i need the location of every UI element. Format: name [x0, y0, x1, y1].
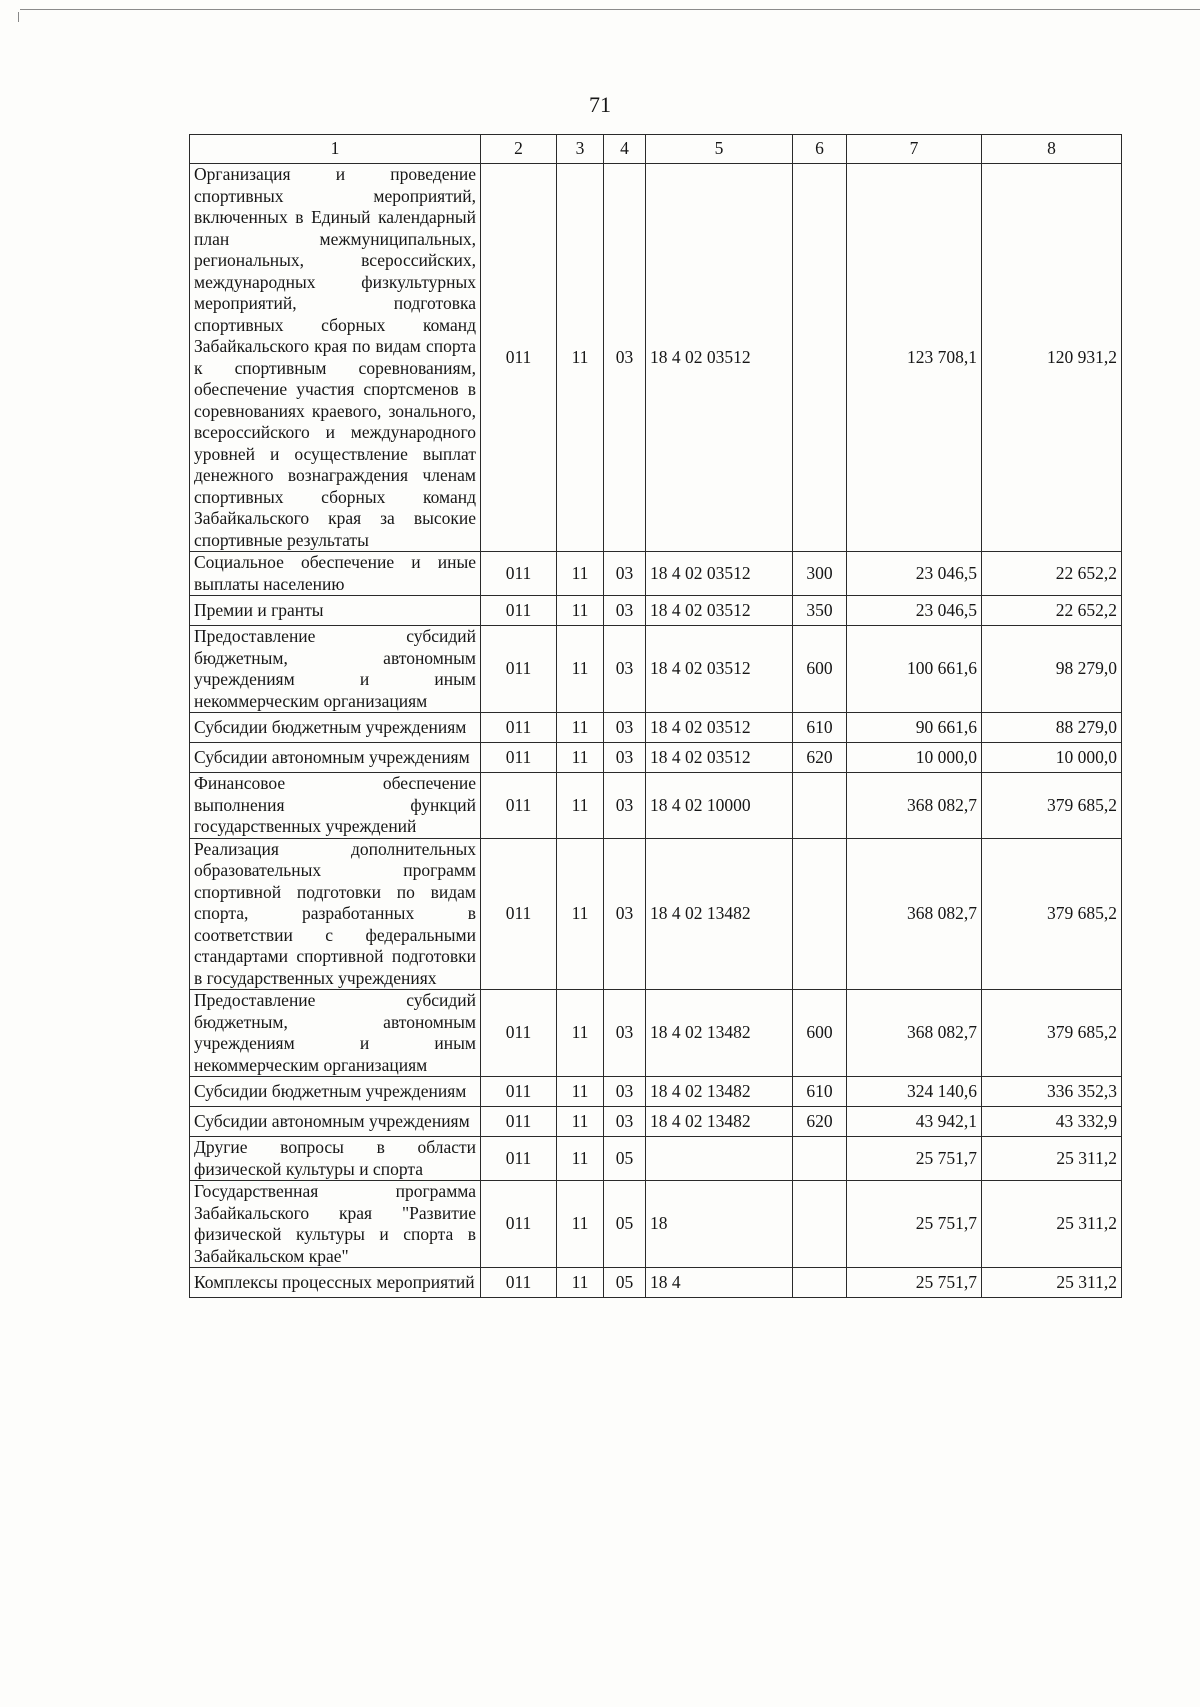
budget-table [189, 134, 1122, 1298]
row-ministry-code: 011 [481, 1077, 557, 1107]
row-target-article: 18 4 02 03512 [646, 713, 793, 743]
row-ministry-code: 011 [481, 743, 557, 773]
row-amount-year-1: 90 661,6 [847, 713, 982, 743]
row-subsection-code: 05 [604, 1137, 646, 1181]
row-amount-year-2: 379 685,2 [982, 990, 1122, 1077]
header-col-2: 2 [481, 135, 557, 164]
row-name: Премии и гранты [190, 596, 481, 626]
table-row [190, 626, 1122, 713]
row-expense-type [793, 838, 847, 990]
row-section-code: 11 [557, 1268, 604, 1298]
row-amount-year-1: 368 082,7 [847, 838, 982, 990]
row-subsection-code: 03 [604, 838, 646, 990]
header-col-1: 1 [190, 135, 481, 164]
row-expense-type [793, 164, 847, 552]
row-name: Организация и проведение спортивных мероприятий, включенных в Единый календарный план межмуниципальных, региональных, всероссийских, международных физкультурных мероприятий, подготовка спортивных сборных команд Забайкальского края по видам спорта к спортивным соревнованиям, обеспечение участия спортсменов в соревнованиях краевого, зонального, всероссийского и международного уровней и осуществление выплат денежного вознаграждения членам спортивных сборных команд Забайкальского края за высокие спортивные результаты [190, 164, 481, 552]
row-amount-year-1: 43 942,1 [847, 1107, 982, 1137]
row-section-code: 11 [557, 1137, 604, 1181]
row-name: Предоставление субсидий бюджетным, автономным учреждениям и иным некоммерческим организациям [190, 626, 481, 713]
row-amount-year-2: 88 279,0 [982, 713, 1122, 743]
row-amount-year-1: 25 751,7 [847, 1268, 982, 1298]
scan-edge-mark [18, 12, 19, 22]
row-expense-type: 350 [793, 596, 847, 626]
row-target-article: 18 4 02 13482 [646, 990, 793, 1077]
row-ministry-code: 011 [481, 713, 557, 743]
row-name: Реализация дополнительных образовательных программ спортивной подготовки по видам спорта, разработанных в соответствии с федеральными стандартами спортивной подготовки в государственных учреждениях [190, 838, 481, 990]
row-section-code: 11 [557, 596, 604, 626]
row-subsection-code: 03 [604, 1077, 646, 1107]
row-amount-year-2: 120 931,2 [982, 164, 1122, 552]
row-amount-year-2: 98 279,0 [982, 626, 1122, 713]
table-header-row [190, 135, 1122, 164]
row-amount-year-2: 22 652,2 [982, 552, 1122, 596]
row-section-code: 11 [557, 838, 604, 990]
row-target-article: 18 4 02 13482 [646, 1107, 793, 1137]
row-expense-type: 610 [793, 713, 847, 743]
row-ministry-code: 011 [481, 552, 557, 596]
row-expense-type: 600 [793, 990, 847, 1077]
page-number: 71 [589, 92, 611, 117]
row-amount-year-2: 25 311,2 [982, 1268, 1122, 1298]
row-expense-type: 610 [793, 1077, 847, 1107]
row-subsection-code: 03 [604, 773, 646, 839]
row-amount-year-2: 22 652,2 [982, 596, 1122, 626]
row-ministry-code: 011 [481, 838, 557, 990]
row-section-code: 11 [557, 552, 604, 596]
row-name: Социальное обеспечение и иные выплаты населению [190, 552, 481, 596]
row-name: Субсидии автономным учреждениям [190, 743, 481, 773]
header-col-8: 8 [982, 135, 1122, 164]
row-expense-type [793, 1137, 847, 1181]
table-row [190, 1107, 1122, 1137]
scan-top-rule [20, 9, 1200, 10]
row-expense-type: 600 [793, 626, 847, 713]
row-section-code: 11 [557, 1181, 604, 1268]
row-target-article: 18 4 [646, 1268, 793, 1298]
row-amount-year-2: 379 685,2 [982, 838, 1122, 990]
table-row [190, 743, 1122, 773]
row-target-article: 18 4 02 03512 [646, 596, 793, 626]
row-section-code: 11 [557, 743, 604, 773]
row-amount-year-1: 100 661,6 [847, 626, 982, 713]
row-section-code: 11 [557, 1107, 604, 1137]
row-subsection-code: 03 [604, 164, 646, 552]
row-amount-year-2: 379 685,2 [982, 773, 1122, 839]
row-expense-type [793, 1181, 847, 1268]
row-expense-type: 620 [793, 743, 847, 773]
row-name: Другие вопросы в области физической культуры и спорта [190, 1137, 481, 1181]
row-section-code: 11 [557, 626, 604, 713]
row-name: Предоставление субсидий бюджетным, автономным учреждениям и иным некоммерческим организациям [190, 990, 481, 1077]
row-ministry-code: 011 [481, 164, 557, 552]
row-ministry-code: 011 [481, 1107, 557, 1137]
header-col-5: 5 [646, 135, 793, 164]
table-row [190, 773, 1122, 839]
row-ministry-code: 011 [481, 773, 557, 839]
row-subsection-code: 05 [604, 1268, 646, 1298]
table-row [190, 838, 1122, 990]
row-subsection-code: 03 [604, 596, 646, 626]
row-amount-year-2: 336 352,3 [982, 1077, 1122, 1107]
row-name: Финансовое обеспечение выполнения функций государственных учреждений [190, 773, 481, 839]
row-name: Комплексы процессных мероприятий [190, 1268, 481, 1298]
row-ministry-code: 011 [481, 596, 557, 626]
row-amount-year-1: 123 708,1 [847, 164, 982, 552]
row-expense-type: 300 [793, 552, 847, 596]
row-subsection-code: 05 [604, 1181, 646, 1268]
row-target-article: 18 4 02 03512 [646, 626, 793, 713]
row-ministry-code: 011 [481, 1137, 557, 1181]
row-target-article: 18 4 02 13482 [646, 838, 793, 990]
row-expense-type [793, 1268, 847, 1298]
row-target-article [646, 1137, 793, 1181]
row-expense-type [793, 773, 847, 839]
row-section-code: 11 [557, 713, 604, 743]
row-name: Государственная программа Забайкальского края "Развитие физической культуры и спорта в Забайкальском крае" [190, 1181, 481, 1268]
row-subsection-code: 03 [604, 626, 646, 713]
table-row [190, 1137, 1122, 1181]
row-amount-year-1: 23 046,5 [847, 596, 982, 626]
row-amount-year-1: 25 751,7 [847, 1181, 982, 1268]
row-amount-year-1: 368 082,7 [847, 990, 982, 1077]
row-subsection-code: 03 [604, 1107, 646, 1137]
row-amount-year-1: 25 751,7 [847, 1137, 982, 1181]
row-subsection-code: 03 [604, 713, 646, 743]
row-name: Субсидии бюджетным учреждениям [190, 713, 481, 743]
row-target-article: 18 4 02 13482 [646, 1077, 793, 1107]
row-section-code: 11 [557, 164, 604, 552]
row-ministry-code: 011 [481, 1268, 557, 1298]
row-subsection-code: 03 [604, 552, 646, 596]
row-ministry-code: 011 [481, 990, 557, 1077]
row-target-article: 18 4 02 10000 [646, 773, 793, 839]
row-subsection-code: 03 [604, 743, 646, 773]
table-row [190, 990, 1122, 1077]
table-row [190, 552, 1122, 596]
row-amount-year-2: 10 000,0 [982, 743, 1122, 773]
table-row [190, 1181, 1122, 1268]
row-name: Субсидии бюджетным учреждениям [190, 1077, 481, 1107]
header-col-6: 6 [793, 135, 847, 164]
row-amount-year-2: 43 332,9 [982, 1107, 1122, 1137]
table-row [190, 164, 1122, 552]
row-amount-year-1: 23 046,5 [847, 552, 982, 596]
row-expense-type: 620 [793, 1107, 847, 1137]
header-col-7: 7 [847, 135, 982, 164]
row-ministry-code: 011 [481, 626, 557, 713]
row-ministry-code: 011 [481, 1181, 557, 1268]
row-section-code: 11 [557, 773, 604, 839]
table-row [190, 1268, 1122, 1298]
row-section-code: 11 [557, 990, 604, 1077]
row-subsection-code: 03 [604, 990, 646, 1077]
row-section-code: 11 [557, 1077, 604, 1107]
row-target-article: 18 [646, 1181, 793, 1268]
header-col-3: 3 [557, 135, 604, 164]
row-target-article: 18 4 02 03512 [646, 164, 793, 552]
row-target-article: 18 4 02 03512 [646, 743, 793, 773]
row-target-article: 18 4 02 03512 [646, 552, 793, 596]
table-row [190, 1077, 1122, 1107]
row-amount-year-2: 25 311,2 [982, 1181, 1122, 1268]
table-row [190, 596, 1122, 626]
row-amount-year-2: 25 311,2 [982, 1137, 1122, 1181]
row-name: Субсидии автономным учреждениям [190, 1107, 481, 1137]
row-amount-year-1: 368 082,7 [847, 773, 982, 839]
row-amount-year-1: 324 140,6 [847, 1077, 982, 1107]
table-row [190, 713, 1122, 743]
header-col-4: 4 [604, 135, 646, 164]
row-amount-year-1: 10 000,0 [847, 743, 982, 773]
